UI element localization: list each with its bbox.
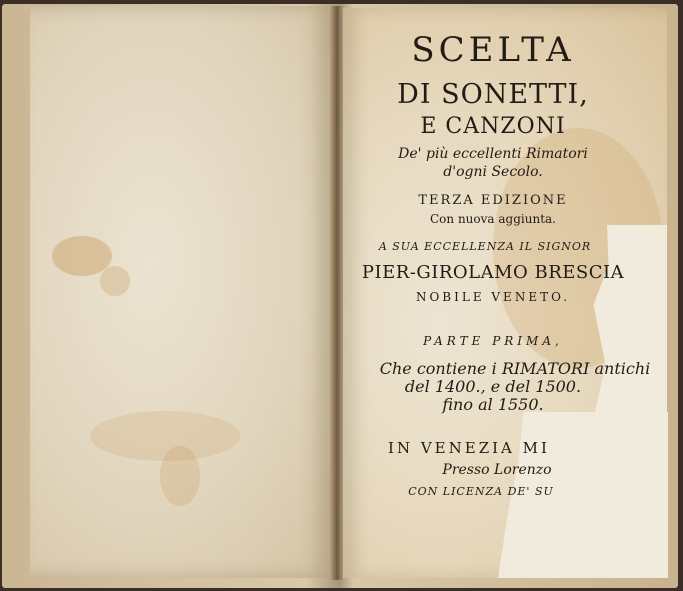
title-line-scelta: SCELTA xyxy=(411,30,575,70)
title-line-sonetti: DI SONETTI, xyxy=(397,79,589,110)
foxing-stain xyxy=(160,446,200,506)
title-line-canzoni: E CANZONI xyxy=(420,114,566,139)
contents-line-1: Che contiene i RIMATORI antichi xyxy=(379,359,651,378)
subtitle-line-1: De' più eccellenti Rimatori xyxy=(398,146,588,162)
imprint-place: IN VENEZIA MI xyxy=(388,439,550,457)
contents-line-2: del 1400., e del 1500. xyxy=(404,377,582,396)
imprint-license: CON LICENZA DE' SU xyxy=(408,485,554,498)
foxing-stain xyxy=(90,411,240,461)
foxing-stain xyxy=(100,266,130,296)
edition-note: Con nuova aggiunta. xyxy=(430,212,556,226)
dedication-line: A SUA ECCELLENZA IL SIGNOR xyxy=(378,240,592,253)
dedicatee-title: NOBILE VENETO. xyxy=(415,290,571,304)
imprint-printer: Presso Lorenzo xyxy=(442,462,552,478)
subtitle-line-2: d'ogni Secolo. xyxy=(443,164,543,180)
edition-line: TERZA EDIZIONE xyxy=(418,193,568,208)
part-line: PARTE PRIMA, xyxy=(423,334,563,348)
dedicatee-name: PIER-GIROLAMO BRESCIA xyxy=(361,262,625,283)
contents-line-3: fino al 1550. xyxy=(442,395,544,414)
blank-left-page xyxy=(30,6,333,578)
